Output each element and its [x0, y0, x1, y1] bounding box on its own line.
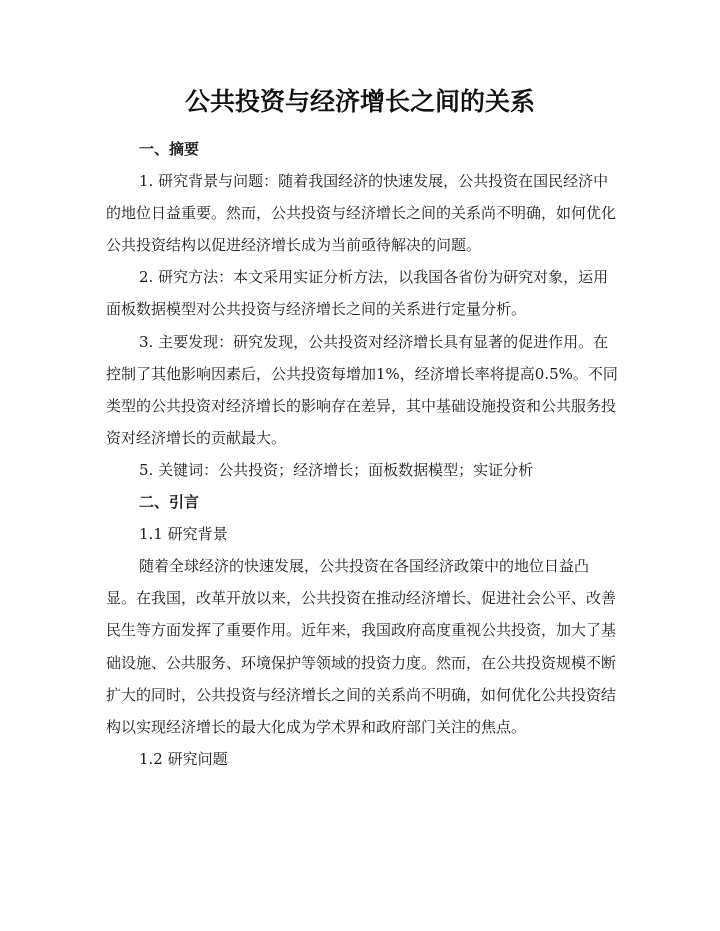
- abstract-paragraph-keywords: 5. 关键词：公共投资；经济增长；面板数据模型；实证分析: [139, 460, 534, 479]
- abstract-paragraph-background: 1. 研究背景与问题：随着我国经济的快速发展，公共投资在国民经济中的地位日益重要。然而，公共投资与经济增长之间的关系尚不明确，如何优化公共投资结构以促进经济增长成为当前亟待解决的问题。: [106, 172, 617, 255]
- subsection-heading-background: 1.1 研究背景: [139, 525, 228, 544]
- section-heading-introduction: 二、引言: [139, 493, 200, 512]
- subsection-heading-questions: 1.2 研究问题: [139, 749, 228, 768]
- document-body: [106, 133, 618, 775]
- abstract-paragraph-findings: 3. 主要发现：研究发现，公共投资对经济增长具有显著的促进作用。在控制了其他影响因素后，公共投资每增加1%，经济增长率将提高0.5%。不同类型的公共投资对经济增长的影响存在差异，其中基础设施投资和公共服务投资对经济增长的贡献最大。: [106, 332, 618, 447]
- introduction-paragraph-background: 随着全球经济的快速发展，公共投资在各国经济政策中的地位日益凸显。在我国，改革开放以来，公共投资在推动经济增长、促进社会公平、改善民生等方面发挥了重要作用。近年来，我国政府高度重视公共投资，加大了基础设施、公共服务、环境保护等领域的投资力度。然而，在公共投资规模不断扩大的同时，公共投资与经济增长之间的关系尚不明确，如何优化公共投资结构以实现经济增长的最大化成为学术界和政府部门关注的焦点。: [106, 557, 617, 736]
- document-title: 公共投资与经济增长之间的关系: [184, 87, 535, 116]
- section-heading-abstract: 一、摘要: [139, 140, 200, 158]
- abstract-paragraph-method: 2. 研究方法：本文采用实证分析方法，以我国各省份为研究对象，运用面板数据模型对公共投资与经济增长之间的关系进行定量分析。: [106, 268, 609, 319]
